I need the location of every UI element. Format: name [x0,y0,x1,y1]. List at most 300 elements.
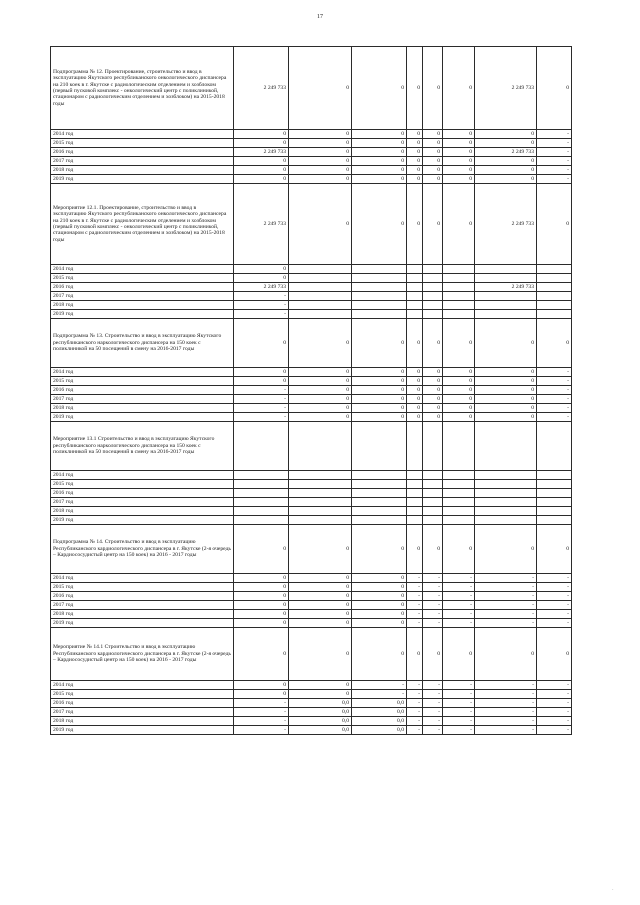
year-value-cell [537,498,572,507]
section-value-cell: 0 [443,628,475,681]
year-value-cell: 0 [352,368,407,377]
year-value-cell [537,283,572,292]
year-value-cell: - [537,717,572,726]
margin-mark: · [612,888,614,893]
year-value-cell: 0 [234,274,289,283]
year-row [51,310,572,319]
year-value-cell: 0 [352,583,407,592]
year-label: 2018 год [51,717,234,726]
year-value-cell: 0 [234,130,289,139]
year-value-cell [423,516,443,525]
year-value-cell: 0 [475,413,537,422]
year-row [51,619,572,628]
year-value-cell: - [443,726,475,735]
year-value-cell: 0 [289,583,352,592]
year-label: 2016 год [51,283,234,292]
year-value-cell: - [537,166,572,175]
year-value-cell [443,480,475,489]
year-value-cell [289,301,352,310]
year-value-cell: - [537,708,572,717]
year-value-cell: 0 [407,139,423,148]
year-value-cell [407,498,423,507]
year-value-cell: 0,0 [289,699,352,708]
year-value-cell: 0 [423,404,443,413]
year-value-cell: 0 [234,139,289,148]
year-value-cell: - [423,601,443,610]
section-value-cell: 0 [475,628,537,681]
year-value-cell: - [423,574,443,583]
year-value-cell: 0 [234,690,289,699]
year-value-cell: - [234,726,289,735]
year-value-cell [423,265,443,274]
year-value-cell [423,489,443,498]
year-label: 2016 год [51,699,234,708]
year-label: 2014 год [51,681,234,690]
year-value-cell: 0 [443,413,475,422]
year-label: 2016 год [51,148,234,157]
year-value-cell: - [423,583,443,592]
year-value-cell: 0 [443,157,475,166]
section-title: Подпрограмма № 13. Строительство и ввод в эксплуатацию Якутского республиканского наркологического диспансера на 150 коек с поликлиникой на 50 посещений в смену на 2016-2017 годы [51,319,234,368]
year-value-cell: 0 [475,157,537,166]
section-value-cell: 0 [352,628,407,681]
year-value-cell: - [443,583,475,592]
year-value-cell: 0 [352,574,407,583]
year-value-cell [289,516,352,525]
year-value-cell [475,310,537,319]
section-value-cell: 0 [407,184,423,265]
year-value-cell: 2 249 733 [234,283,289,292]
year-value-cell [443,301,475,310]
year-value-cell [475,516,537,525]
year-value-cell: 0 [407,166,423,175]
year-label: 2015 год [51,583,234,592]
year-label: 2019 год [51,175,234,184]
year-value-cell: 0 [475,368,537,377]
section-header-row [51,47,572,130]
year-value-cell: 0,0 [289,708,352,717]
year-value-cell [537,480,572,489]
year-value-cell [352,489,407,498]
year-label: 2016 год [51,592,234,601]
year-label: 2015 год [51,139,234,148]
year-value-cell: - [537,583,572,592]
year-row [51,166,572,175]
section-title: Подпрограмма № 12. Проектирование, строительство и ввод в эксплуатацию Якутского республиканского онкологического диспансера на 210 коек в г. Якутске с радиологическим отделением и хозблоком (первый пусковой комплекс - онкологический центр с поликлиникой, стационаром с радиологическим отделением и хозблоком) на 2015-2018 годы [51,47,234,130]
year-value-cell [423,292,443,301]
year-value-cell: 0 [234,368,289,377]
year-row [51,699,572,708]
year-value-cell [289,507,352,516]
year-value-cell: 0 [289,690,352,699]
year-value-cell: - [475,699,537,708]
year-value-cell: - [475,708,537,717]
year-row [51,708,572,717]
year-value-cell: 0 [475,175,537,184]
year-value-cell [289,274,352,283]
year-value-cell [352,301,407,310]
year-label: 2019 год [51,516,234,525]
year-row [51,292,572,301]
year-value-cell: - [234,292,289,301]
section-value-cell [443,422,475,471]
year-value-cell [407,301,423,310]
year-value-cell: - [423,699,443,708]
year-value-cell: - [234,404,289,413]
section-header-row [51,184,572,265]
year-label: 2017 год [51,601,234,610]
year-label: 2015 год [51,690,234,699]
year-value-cell: - [537,592,572,601]
year-value-cell: - [407,601,423,610]
year-value-cell [289,480,352,489]
year-value-cell: 0 [407,377,423,386]
year-value-cell: 0 [475,377,537,386]
year-value-cell [537,516,572,525]
year-value-cell [537,292,572,301]
year-value-cell: 0 [423,413,443,422]
year-label: 2014 год [51,368,234,377]
year-value-cell: 0 [352,148,407,157]
year-row [51,471,572,480]
year-value-cell [443,507,475,516]
year-value-cell: 0 [407,395,423,404]
year-value-cell: 0 [289,377,352,386]
year-value-cell: 0 [423,166,443,175]
section-value-cell: 0 [537,525,572,574]
year-label: 2015 год [51,274,234,283]
year-value-cell: - [352,681,407,690]
year-value-cell: 0 [352,601,407,610]
year-value-cell: - [537,726,572,735]
year-value-cell [475,471,537,480]
year-label: 2017 год [51,708,234,717]
year-value-cell: - [475,592,537,601]
year-value-cell: - [537,377,572,386]
year-value-cell: - [537,395,572,404]
section-value-cell: 0 [289,319,352,368]
year-value-cell [407,480,423,489]
year-value-cell [289,310,352,319]
year-value-cell [443,489,475,498]
year-value-cell: 0 [289,139,352,148]
year-value-cell [352,274,407,283]
year-value-cell: 0 [443,148,475,157]
year-value-cell: - [475,583,537,592]
year-value-cell: 0 [289,166,352,175]
year-value-cell: 0 [407,413,423,422]
year-value-cell: 0 [234,175,289,184]
year-row [51,368,572,377]
budget-table [50,46,572,735]
year-value-cell [423,471,443,480]
section-value-cell: 0 [234,525,289,574]
year-label: 2018 год [51,404,234,413]
year-value-cell: 0 [289,148,352,157]
year-value-cell: - [537,601,572,610]
section-value-cell: 2 249 733 [475,47,537,130]
year-value-cell: - [407,726,423,735]
year-value-cell: 0 [352,619,407,628]
year-value-cell: 0 [443,404,475,413]
year-value-cell: - [234,717,289,726]
year-value-cell: - [407,619,423,628]
section-value-cell: 0 [289,525,352,574]
section-value-cell: 0 [537,184,572,265]
section-value-cell: 0 [443,184,475,265]
year-value-cell: - [423,690,443,699]
section-value-cell: 0 [407,525,423,574]
year-value-cell: - [537,175,572,184]
section-value-cell: 0 [475,319,537,368]
year-value-cell [352,471,407,480]
year-value-cell: 0 [289,157,352,166]
year-value-cell: 0 [234,681,289,690]
year-value-cell: - [407,574,423,583]
year-value-cell: 0 [289,386,352,395]
year-row [51,265,572,274]
year-value-cell: - [443,592,475,601]
year-label: 2014 год [51,265,234,274]
year-value-cell: 0 [423,368,443,377]
year-value-cell: - [537,681,572,690]
section-value-cell [289,422,352,471]
year-value-cell: 0 [423,148,443,157]
year-value-cell [475,507,537,516]
year-value-cell: 0 [443,166,475,175]
year-value-cell: 0 [289,130,352,139]
section-value-cell: 0 [407,628,423,681]
year-value-cell: - [234,413,289,422]
section-value-cell: 0 [352,525,407,574]
year-value-cell: 0 [289,413,352,422]
year-label: 2018 год [51,166,234,175]
year-value-cell: 2 249 733 [475,283,537,292]
year-value-cell: - [407,699,423,708]
year-value-cell [407,292,423,301]
page-number: 17 [317,14,323,20]
year-value-cell [289,471,352,480]
year-value-cell [352,480,407,489]
year-value-cell: 0 [234,166,289,175]
section-value-cell: 0 [352,47,407,130]
year-value-cell [443,498,475,507]
year-value-cell: 0 [352,404,407,413]
year-value-cell: - [475,726,537,735]
year-value-cell [537,489,572,498]
year-value-cell: - [475,681,537,690]
year-value-cell: 0 [443,130,475,139]
year-value-cell: - [443,619,475,628]
year-label: 2018 год [51,610,234,619]
year-value-cell [289,498,352,507]
year-row [51,610,572,619]
year-row [51,274,572,283]
year-value-cell: 0 [423,130,443,139]
year-row [51,377,572,386]
year-label: 2017 год [51,292,234,301]
year-value-cell: 0 [475,166,537,175]
year-row [51,283,572,292]
year-value-cell: 0 [234,610,289,619]
year-row [51,601,572,610]
year-value-cell: 0 [475,404,537,413]
section-value-cell: 0 [352,184,407,265]
year-value-cell [289,283,352,292]
year-value-cell: - [234,699,289,708]
section-value-cell: 2 249 733 [234,47,289,130]
year-value-cell [537,301,572,310]
year-row [51,139,572,148]
year-row [51,516,572,525]
year-value-cell [443,471,475,480]
year-value-cell [423,301,443,310]
year-label: 2018 год [51,301,234,310]
year-value-cell: 0 [475,130,537,139]
section-title: Мероприятие 12.1. Проектирование, строительство и ввод в эксплуатацию Якутского республиканского онкологического диспансера на 210 коек в г. Якутске с радиологическим отделением и хозблоком (первый пусковой комплекс - онкологический центр с поликлиникой, стационаром с радиологическим отделением и хозблоком) на 2015-2018 годы [51,184,234,265]
year-value-cell: 0 [352,130,407,139]
year-value-cell: 0 [234,377,289,386]
year-value-cell [234,516,289,525]
year-value-cell: 0 [289,175,352,184]
year-value-cell [234,489,289,498]
year-value-cell [352,507,407,516]
year-value-cell [407,265,423,274]
year-value-cell: 0,0 [352,717,407,726]
year-value-cell: - [423,681,443,690]
year-value-cell: 0 [289,681,352,690]
year-value-cell [289,489,352,498]
section-value-cell: 0 [537,628,572,681]
year-value-cell: 0 [423,175,443,184]
year-value-cell: 0 [423,139,443,148]
year-value-cell [475,274,537,283]
year-value-cell: 0,0 [289,717,352,726]
year-value-cell [537,471,572,480]
year-row [51,489,572,498]
year-label: 2019 год [51,310,234,319]
year-value-cell: - [475,619,537,628]
year-value-cell [537,507,572,516]
year-value-cell: 0 [289,574,352,583]
year-value-cell: 0 [407,148,423,157]
year-value-cell: - [443,601,475,610]
year-value-cell: 0 [289,404,352,413]
year-label: 2019 год [51,619,234,628]
year-value-cell [352,310,407,319]
year-value-cell: 2 249 733 [234,148,289,157]
year-value-cell: 0 [234,583,289,592]
year-value-cell: - [537,368,572,377]
year-value-cell: - [537,404,572,413]
year-value-cell: - [475,601,537,610]
year-value-cell: - [537,610,572,619]
year-value-cell: - [537,130,572,139]
year-value-cell: - [537,139,572,148]
year-value-cell: 0 [423,377,443,386]
year-value-cell: 0 [289,368,352,377]
year-value-cell: 0 [423,386,443,395]
year-value-cell: 0 [289,601,352,610]
year-value-cell [537,310,572,319]
year-value-cell: 0 [423,395,443,404]
year-value-cell: - [537,619,572,628]
year-value-cell [475,489,537,498]
year-value-cell: 0,0 [352,708,407,717]
year-value-cell: - [537,157,572,166]
section-value-cell: 0 [475,525,537,574]
year-value-cell: 0 [289,610,352,619]
year-value-cell: 0 [352,395,407,404]
section-header-row [51,319,572,368]
year-value-cell: 0 [443,368,475,377]
year-value-cell [407,283,423,292]
year-label: 2015 год [51,480,234,489]
section-value-cell [352,422,407,471]
year-row [51,480,572,489]
year-row [51,175,572,184]
section-value-cell: 0 [352,319,407,368]
year-label: 2014 год [51,574,234,583]
year-row [51,574,572,583]
year-value-cell: - [407,681,423,690]
year-value-cell: 0 [289,395,352,404]
year-value-cell: 0 [475,386,537,395]
section-value-cell: 0 [234,628,289,681]
year-value-cell [443,265,475,274]
year-value-cell: - [537,386,572,395]
year-value-cell: - [407,690,423,699]
year-value-cell: 0 [407,130,423,139]
year-value-cell: - [423,619,443,628]
year-value-cell: - [352,690,407,699]
year-row [51,148,572,157]
year-value-cell [423,310,443,319]
year-value-cell: - [537,148,572,157]
year-value-cell: - [407,708,423,717]
year-row [51,130,572,139]
section-header-row [51,525,572,574]
year-value-cell: - [234,301,289,310]
year-row [51,583,572,592]
year-value-cell: - [407,583,423,592]
year-value-cell: 0 [352,377,407,386]
year-value-cell: 0 [234,157,289,166]
year-row [51,498,572,507]
section-value-cell: 0 [537,319,572,368]
section-value-cell: 0 [407,47,423,130]
section-title: Подпрограмма № 14. Строительство и ввод в эксплуатацию Республиканского кардиологического диспансера в г. Якутске (2-я очередь – Кардиососудистый центр на 150 коек) на 2016 - 2017 годы [51,525,234,574]
year-value-cell: - [443,708,475,717]
year-value-cell: 0 [352,386,407,395]
year-value-cell: 0 [475,139,537,148]
year-row [51,717,572,726]
year-value-cell [352,516,407,525]
section-value-cell: 0 [443,319,475,368]
year-value-cell: - [423,708,443,717]
year-value-cell [443,516,475,525]
year-row [51,413,572,422]
section-title: Мероприятие № 14.1 Строительство и ввод в эксплуатацию Республиканского кардиологического диспансера в г. Якутске (2-я очередь – Кардиососудистый центр на 150 коек) на 2016 - 2017 годы [51,628,234,681]
year-value-cell: - [475,610,537,619]
year-value-cell: - [443,574,475,583]
year-value-cell: - [443,681,475,690]
year-value-cell [443,292,475,301]
section-value-cell: 0 [289,184,352,265]
year-value-cell [352,283,407,292]
year-value-cell: - [234,395,289,404]
year-value-cell: 0 [289,619,352,628]
